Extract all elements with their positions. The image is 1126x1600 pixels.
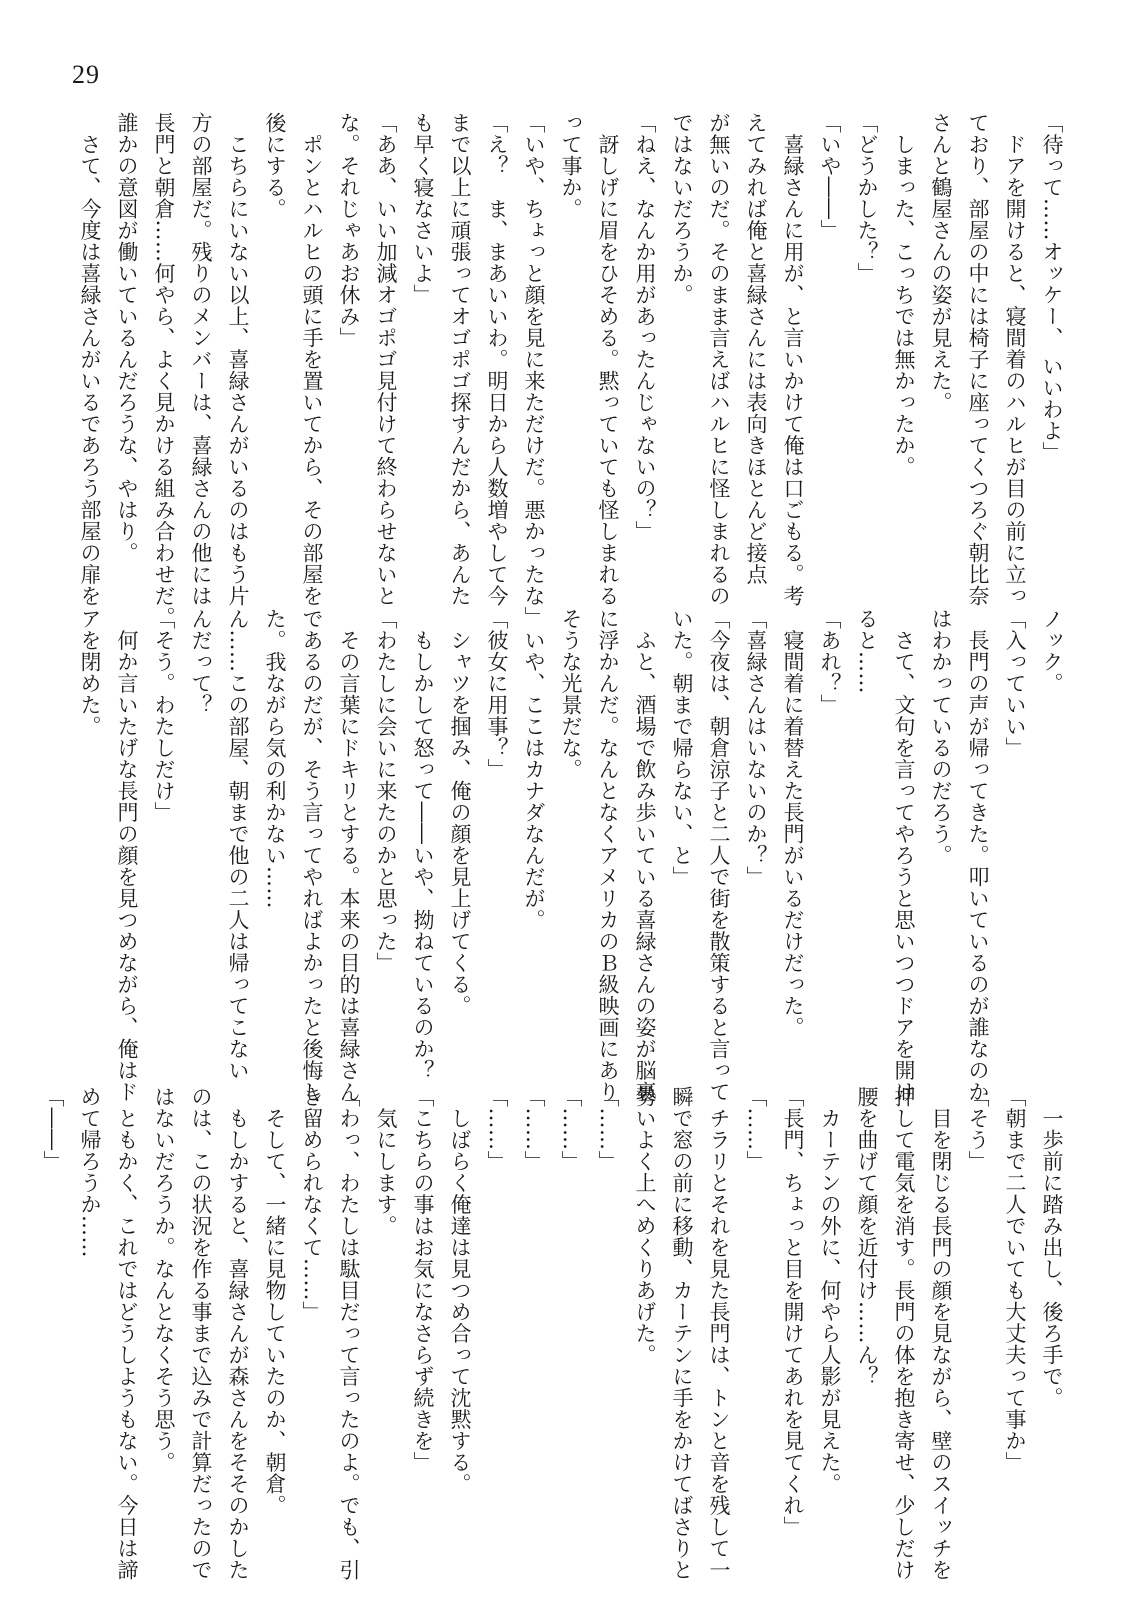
text-line: 「あれ？」 <box>818 608 842 716</box>
text-line: 「いや、ちょっと顔を見に来ただけだ。悪かったな」 <box>522 112 546 628</box>
text-line: 押して電気を消す。長門の体を抱き寄せ、少しだけ <box>892 1086 916 1581</box>
text-line: 「こちらの事はお気になさらず続きを」 <box>411 1086 435 1473</box>
text-line: アを閉めた。 <box>78 608 102 737</box>
text-line: 喜緑さんに用が、と言いかけて俺は口ごもる。考 <box>781 112 805 607</box>
text-line: ではないだろうか。 <box>670 112 694 306</box>
text-line: えてみれば俺と喜緑さんには表向きほとんど接点 <box>744 112 768 585</box>
text-line: 長門と朝倉……何やら、よく見かける組み合わせだ。 <box>152 112 176 628</box>
text-line: カーテンの外に、何やら人影が見えた。 <box>818 1086 842 1495</box>
text-line: シャツを掴み、俺の顔を見上げてくる。 <box>448 608 472 1017</box>
text-line: さて、今度は喜緑さんがいるであろう部屋の扉を <box>78 112 102 607</box>
text-line: 「今夜は、朝倉涼子と二人で街を散策すると言って <box>707 608 731 1103</box>
text-line: そして、一緒に見物していたのか、朝倉。 <box>263 1086 287 1516</box>
text-line: 「――」 <box>41 1086 65 1172</box>
text-line: 誰かの意図が働いているんだろうな、やはり。 <box>115 112 139 564</box>
text-line: に浮かんだ。なんとなくアメリカのＢ級映画にあり <box>596 608 620 1103</box>
text-line: 「……」 <box>485 1086 509 1172</box>
text-line: 目を閉じる長門の顔を見ながら、壁のスイッチを <box>929 1086 953 1581</box>
text-line: めて帰ろうか…… <box>78 1086 102 1258</box>
text-line: 「そう。わたしだけ」 <box>152 608 176 823</box>
text-line: ん……この部屋、朝まで他の二人は帰ってこない <box>226 608 250 1081</box>
text-line: その言葉にドキリとする。本来の目的は喜緑さん <box>337 608 361 1103</box>
text-line: ポンとハルヒの頭に手を置いてから、その部屋を <box>300 112 324 607</box>
text-line: も早く寝なさいよ」 <box>411 112 435 306</box>
text-line: 方の部屋だ。残りのメンバーは、喜緑さんの他には <box>189 112 213 607</box>
page-number: 29 <box>72 60 100 89</box>
text-line: であるのだが、そう言ってやればよかったと後悔し <box>300 608 324 1103</box>
text-line: な。それじゃあお休み」 <box>337 112 361 349</box>
text-line: が無いのだ。そのまま言えばハルヒに怪しまれるの <box>707 112 731 607</box>
text-line: ふと、酒場で飲み歩いている喜緑さんの姿が脳裏 <box>633 608 657 1103</box>
text-line: チラリとそれを見た長門は、トンと音を残して一 <box>707 1086 731 1581</box>
text-line: 「わたしに会いに来たのかと思った」 <box>374 608 398 974</box>
text-line: 「いや――」 <box>818 112 842 241</box>
text-line: 一歩前に踏み出し、後ろ手で。 <box>1040 1086 1064 1409</box>
text-line: ドアを開けると、寝間着のハルヒが目の前に立っ <box>1003 112 1027 607</box>
text-line: 勢いよく上へめくりあげた。 <box>633 1086 657 1366</box>
text-line: 「ねえ、なんか用があったんじゃないの？」 <box>633 112 657 542</box>
text-line: 「どうかした？」 <box>855 112 879 284</box>
text-line: 「ああ、いい加減オゴポゴ見付けて終わらせないと <box>374 112 398 607</box>
text-line: 寝間着に着替えた長門がいるだけだった。 <box>781 608 805 1038</box>
text-line: 何か言いたげな長門の顔を見つめながら、俺はド <box>115 608 139 1103</box>
text-line: ており、部屋の中には椅子に座ってくつろぐ朝比奈 <box>966 112 990 607</box>
text-line: 気にします。 <box>374 1086 398 1237</box>
text-line: 「わっ、わたしは駄目だって言ったのよ。でも、引 <box>337 1086 361 1581</box>
text-line: 「……」 <box>744 1086 768 1172</box>
text-line: き留められなくて……」 <box>300 1086 324 1323</box>
text-line: んだって？ <box>189 608 213 716</box>
text-line: 「待って……オッケー、 いいわよ」 <box>1040 112 1064 464</box>
text-line: 「……」 <box>559 1086 583 1172</box>
text-line: はないだろうか。なんとなくそう思う。 <box>152 1086 176 1473</box>
text-line: 後にする。 <box>263 112 287 220</box>
text-block-middle <box>70 608 1070 1103</box>
text-line: 「朝まで二人でいても大丈夫って事か」 <box>1003 1086 1027 1473</box>
text-line: ると…… <box>855 608 879 694</box>
text-line: ともかく、これではどうしようもない。今日は諦 <box>115 1086 139 1581</box>
text-line: はわかっているのだろう。 <box>929 608 953 866</box>
text-line: 腰を曲げて顔を近付け……ん？ <box>855 1086 879 1387</box>
text-line: 「……」 <box>596 1086 620 1172</box>
text-line: 瞬で窓の前に移動、カーテンに手をかけてばさりと <box>670 1086 694 1581</box>
text-line: もしかして怒って――いや、拗ねているのか？ <box>411 608 435 1081</box>
text-line: 訝しげに眉をひそめる。黙っていても怪しまれる <box>596 112 620 607</box>
text-line: いや、ここはカナダなんだが。 <box>522 608 546 931</box>
text-line: 「……」 <box>522 1086 546 1172</box>
text-line: まで以上に頑張ってオゴポゴ探すんだから、あんた <box>448 112 472 607</box>
text-line: さて、文句を言ってやろうと思いつつドアを開け <box>892 608 916 1103</box>
text-line: 「そう」 <box>966 1086 990 1172</box>
text-line: って事か。 <box>559 112 583 220</box>
text-block-upper <box>70 112 1070 628</box>
text-line: ノック。 <box>1040 608 1064 694</box>
text-line: こちらにいない以上、喜緑さんがいるのはもう片 <box>226 112 250 607</box>
text-line: 長門の声が帰ってきた。叩いているのが誰なのか <box>966 608 990 1103</box>
text-line: た。我ながら気の利かない…… <box>263 608 287 909</box>
text-line: 「彼女に用事？」 <box>485 608 509 780</box>
text-line: しばらく俺達は見つめ合って沈黙する。 <box>448 1086 472 1495</box>
text-line: のは、この状況を作る事まで込みで計算だったので <box>189 1086 213 1581</box>
text-line: しまった、こっちでは無かったか。 <box>892 112 916 478</box>
text-line: さんと鶴屋さんの姿が見えた。 <box>929 112 953 413</box>
text-line: 「長門、ちょっと目を開けてあれを見てくれ」 <box>781 1086 805 1538</box>
text-line: そうな光景だな。 <box>559 608 583 780</box>
text-line: 「え？ ま、まあいいわ。明日から人数増やして今 <box>485 112 509 607</box>
text-line: もしかすると、喜緑さんが森さんをそそのかした <box>226 1086 250 1581</box>
text-line: いた。朝まで帰らない、と」 <box>670 608 694 888</box>
text-line: 「入っていい」 <box>1003 608 1027 759</box>
text-block-lower <box>41 1086 1070 1581</box>
text-line: 「喜緑さんはいないのか？」 <box>744 608 768 888</box>
